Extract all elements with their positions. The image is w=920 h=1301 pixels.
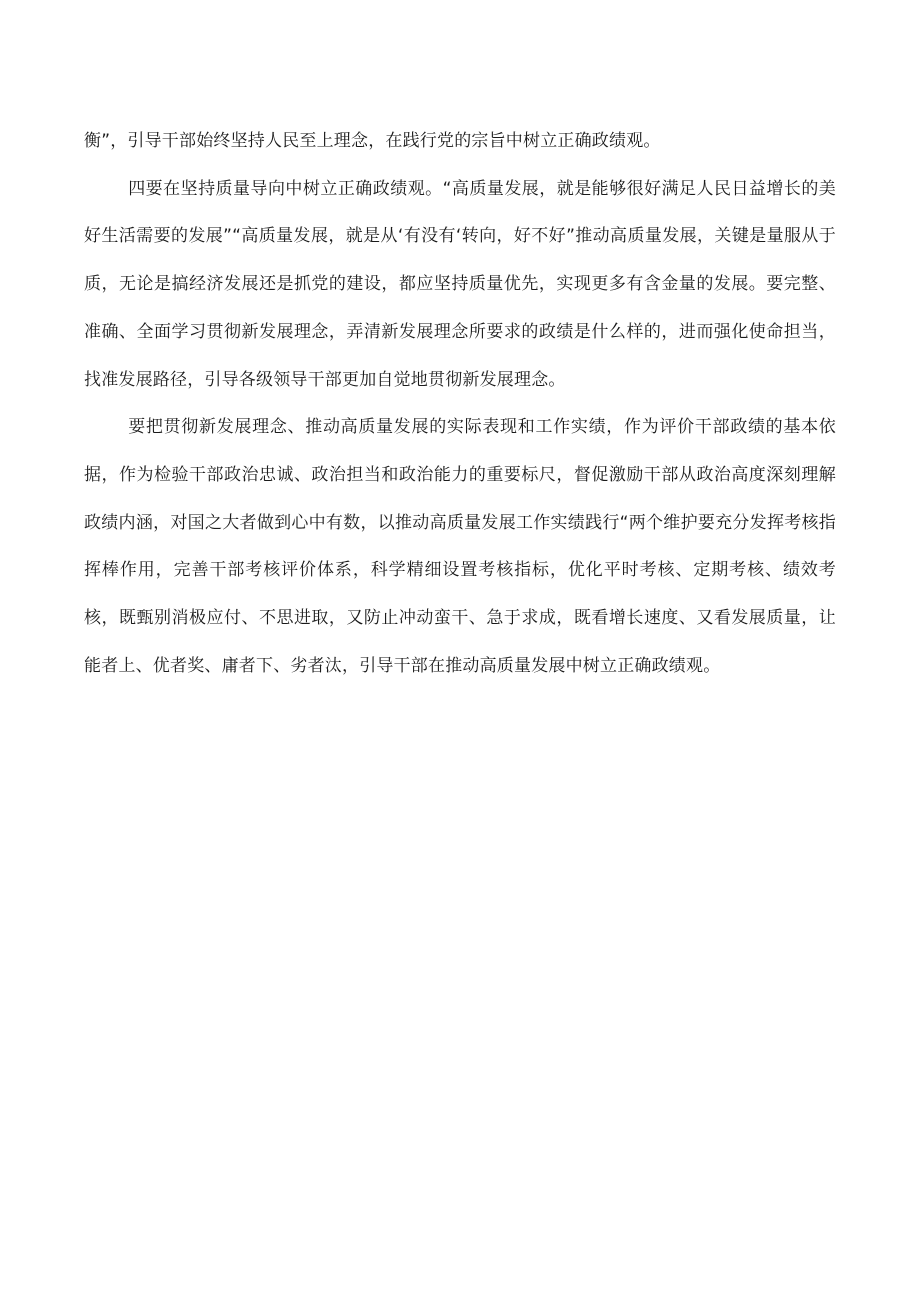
paragraph-quality-orientation: 四要在坚持质量导向中树立正确政绩观。“高质量发展，就是能够很好满足人民日益增长的美好生活需要的发展”“高质量发展，就是从‘有没有‘转向，好不好”推动高质量发展，关键是量服从于质，无论是搞经济发展还是抓党的建设，都应坚持质量优先，实现更多有含金量的发展。要完整、准确、全面学习贯彻新发展理念，弄清新发展理念所要求的政绩是什么样的，进而强化使命担当，找准发展路径，引导各级领导干部更加自觉地贯彻新发展理念。 xyxy=(84,178,836,390)
paragraph-evaluation-basis: 要把贯彻新发展理念、推动高质量发展的实际表现和工作实绩，作为评价干部政绩的基本依据，作为检验干部政治忠诚、政治担当和政治能力的重要标尺，督促激励干部从政治高度深刻理解政绩内涵，对国之大者做到心中有数，以推动高质量发展工作实绩践行“两个维护要充分发挥考核指挥棒作用，完善干部考核评价体系，科学精细设置考核指标，优化平时考核、定期考核、绩效考核，既甄别消极应付、不思进取，又防止冲动蛮干、急于求成，既看增长速度、又看发展质量，让能者上、优者奖、庸者下、劣者汰，引导干部在推动高质量发展中树立正确政绩观。 xyxy=(84,417,836,676)
paragraph-continuation: 衡”，引导干部始终坚持人民至上理念，在践行党的宗旨中树立正确政绩观。 xyxy=(84,131,661,151)
document-body xyxy=(84,118,836,690)
